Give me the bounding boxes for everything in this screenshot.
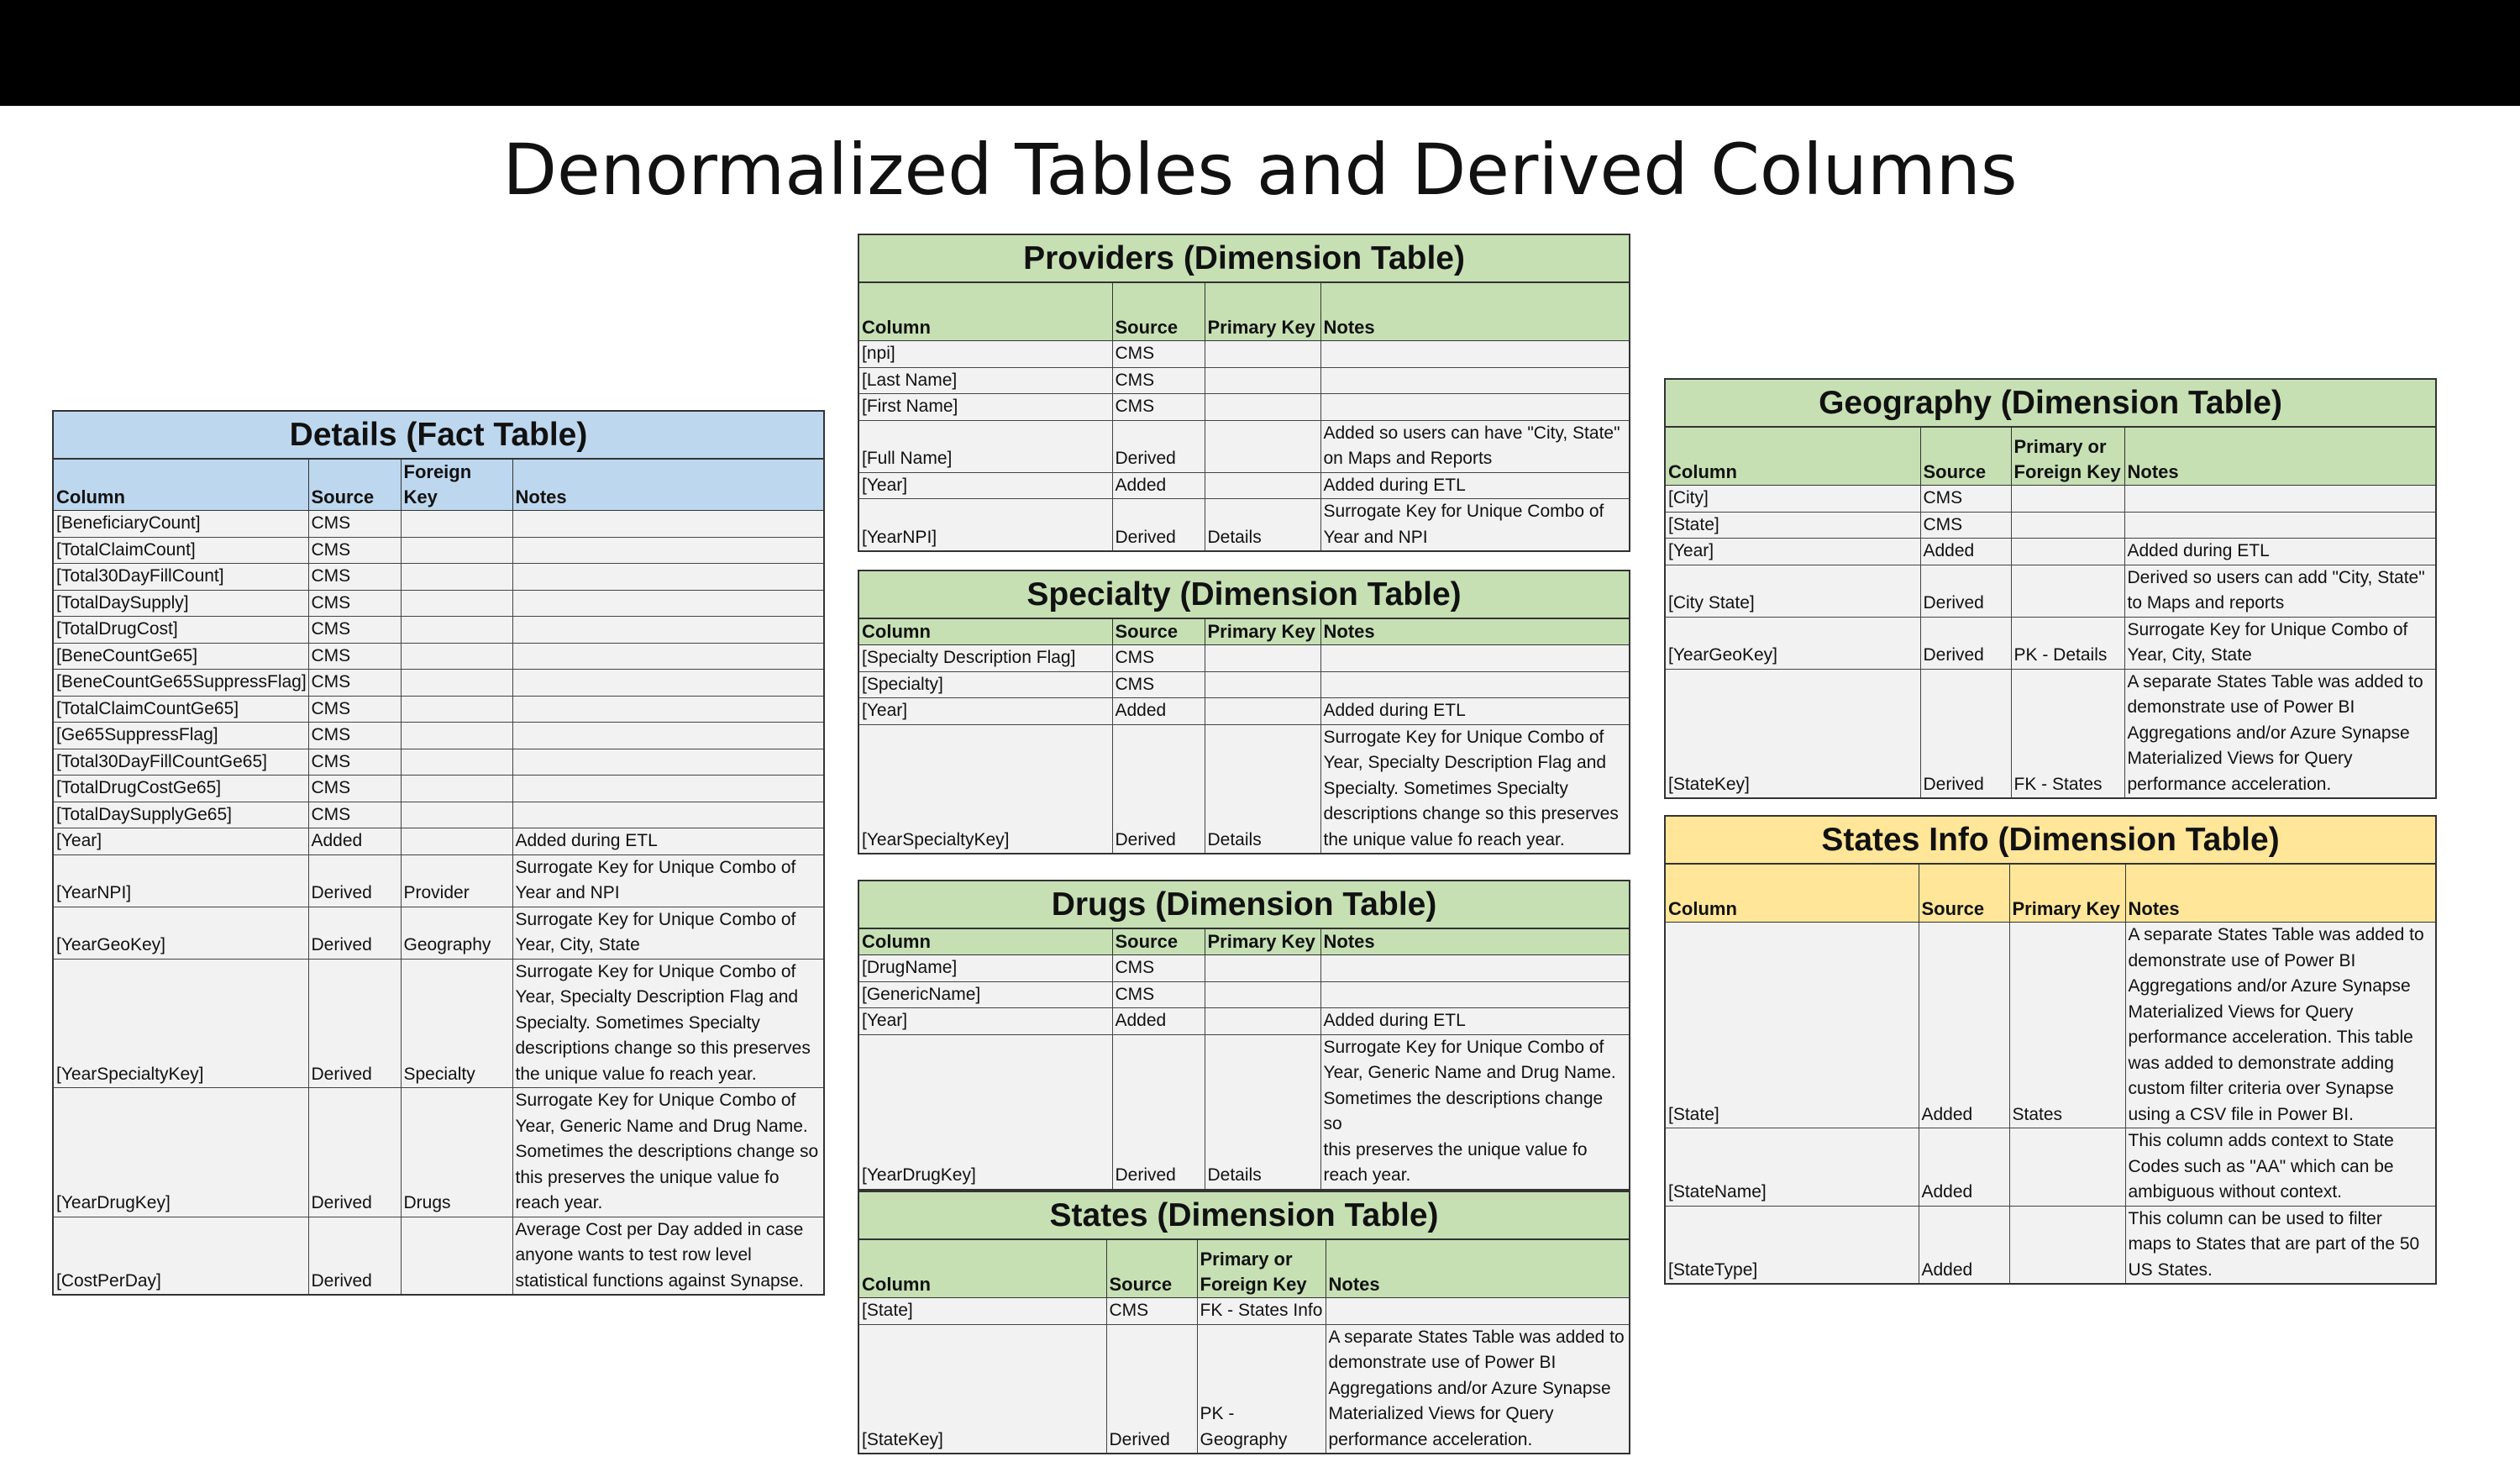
column-header: Column [858, 618, 1112, 645]
source-cell: CMS [308, 511, 401, 538]
key-cell [2009, 1128, 2125, 1207]
table-header-row [858, 282, 1630, 341]
column-header: Primary Key [1205, 282, 1320, 341]
table-row [1665, 923, 2436, 1128]
source-cell: Added [1919, 1206, 2009, 1284]
column-header: Source [1106, 1239, 1197, 1298]
table-row [53, 617, 824, 644]
table-row [858, 955, 1630, 982]
table-row [53, 1088, 824, 1217]
notes-cell [512, 696, 824, 723]
table-title: Providers (Dimension Table) [858, 234, 1630, 282]
source-cell: CMS [1112, 367, 1205, 394]
source-cell: Added [1920, 539, 2011, 565]
column-cell: [npi] [858, 341, 1112, 368]
key-cell: FK - States [2011, 669, 2124, 798]
column-header: Column [858, 928, 1112, 955]
details-fact-table [52, 410, 823, 1296]
column-header: Source [1112, 618, 1205, 645]
notes-cell [512, 670, 824, 697]
table-header-row [1665, 864, 2436, 923]
source-cell: Derived [1920, 617, 2011, 669]
column-header: Column [53, 459, 308, 511]
key-cell [1205, 472, 1320, 499]
key-cell: States [2009, 923, 2125, 1128]
table-row [858, 341, 1630, 368]
notes-cell: Surrogate Key for Unique Combo of Year, Specialty Description Flag and Specialty. Sometimes Specialty descriptions change so this preserves the unique value fo reach year. [1320, 724, 1630, 854]
table-row [858, 1034, 1630, 1190]
key-cell [1205, 1008, 1320, 1035]
slide-title: Denormalized Tables and Derived Columns [502, 129, 2018, 211]
source-cell: Added [1112, 698, 1205, 725]
column-cell: [StateKey] [858, 1324, 1106, 1454]
column-cell: [City State] [1665, 565, 1920, 617]
table-row [858, 1008, 1630, 1035]
key-cell: Geography [401, 907, 512, 959]
column-cell: [BeneficiaryCount] [53, 511, 308, 538]
key-cell [1205, 981, 1320, 1008]
column-cell: [City] [1665, 486, 1920, 513]
table-row [858, 981, 1630, 1008]
source-cell: CMS [308, 696, 401, 723]
table-row [53, 590, 824, 617]
column-header: Notes [2124, 427, 2436, 486]
notes-cell [512, 723, 824, 749]
table-row [53, 776, 824, 802]
states-dimension-table [858, 1191, 1629, 1454]
table-header-row [1665, 427, 2436, 486]
table-row [53, 723, 824, 749]
key-cell [401, 564, 512, 591]
column-cell: [StateName] [1665, 1128, 1919, 1207]
notes-cell: Added so users can have "City, State" on Maps and Reports [1320, 420, 1630, 472]
key-cell [401, 1217, 512, 1295]
column-header: Column [858, 282, 1112, 341]
providers-dimension-table [858, 234, 1629, 552]
column-cell: [StateKey] [1665, 669, 1920, 798]
key-cell [401, 723, 512, 749]
source-cell: CMS [308, 802, 401, 828]
column-header: Primary Key [2009, 864, 2125, 923]
table-header-row [858, 1239, 1630, 1298]
key-cell [401, 828, 512, 855]
column-cell: [Full Name] [858, 420, 1112, 472]
notes-cell: A separate States Table was added to demonstrate use of Power BI Aggregations and/or Azure Synapse Materialized Views for Query performance acceleration. [1326, 1324, 1630, 1454]
table-row [1665, 1128, 2436, 1207]
table-row [53, 670, 824, 697]
source-cell: CMS [1112, 341, 1205, 368]
column-cell: [State] [858, 1298, 1106, 1325]
column-cell: [Ge65SuppressFlag] [53, 723, 308, 749]
notes-cell [512, 802, 824, 828]
key-cell [1205, 645, 1320, 672]
source-cell: CMS [1112, 981, 1205, 1008]
notes-cell [512, 590, 824, 617]
table-row [53, 564, 824, 591]
notes-cell: Surrogate Key for Unique Combo of Year and NPI [1320, 499, 1630, 552]
column-cell: [Year] [858, 698, 1112, 725]
table-row [858, 645, 1630, 672]
column-header: Column [1665, 427, 1920, 486]
source-cell: Added [308, 828, 401, 855]
column-header: Source [308, 459, 401, 511]
column-cell: [YearDrugKey] [53, 1088, 308, 1217]
column-header: Notes [1326, 1239, 1630, 1298]
table-row [53, 696, 824, 723]
column-cell: [YearDrugKey] [858, 1034, 1112, 1190]
key-cell [401, 776, 512, 802]
table-title: Drugs (Dimension Table) [858, 881, 1630, 928]
key-cell: PK - Details [2011, 617, 2124, 669]
source-cell: Derived [1112, 420, 1205, 472]
key-cell [1205, 955, 1320, 982]
column-cell: [Year] [858, 1008, 1112, 1035]
table-header-row [858, 928, 1630, 955]
notes-cell: Added during ETL [1320, 472, 1630, 499]
source-cell: CMS [1112, 394, 1205, 421]
column-cell: [State] [1665, 512, 1920, 539]
column-cell: [First Name] [858, 394, 1112, 421]
key-cell [2011, 486, 2124, 513]
column-cell: [TotalClaimCountGe65] [53, 696, 308, 723]
source-cell: CMS [1920, 486, 2011, 513]
column-header: Column [858, 1239, 1106, 1298]
table-row [53, 643, 824, 670]
column-cell: [BeneCountGe65SuppressFlag] [53, 670, 308, 697]
key-cell [401, 802, 512, 828]
column-cell: [State] [1665, 923, 1919, 1128]
column-header: Source [1920, 427, 2011, 486]
notes-cell: Added during ETL [1320, 698, 1630, 725]
top-bar [0, 0, 2520, 106]
table-row [1665, 565, 2436, 617]
key-cell [2009, 1206, 2125, 1284]
source-cell: CMS [1112, 955, 1205, 982]
table-row [858, 1324, 1630, 1454]
column-header: Foreign Key [401, 459, 512, 511]
drugs-dimension-table [858, 880, 1629, 1191]
key-cell [401, 643, 512, 670]
source-cell: CMS [1106, 1298, 1197, 1325]
notes-cell [512, 537, 824, 564]
key-cell [1205, 341, 1320, 368]
source-cell: Derived [308, 907, 401, 959]
key-cell: Drugs [401, 1088, 512, 1217]
column-cell: [TotalClaimCount] [53, 537, 308, 564]
column-cell: [Specialty Description Flag] [858, 645, 1112, 672]
source-cell: CMS [308, 776, 401, 802]
notes-cell: This column adds context to State Codes such as "AA" which can be ambiguous without context. [2125, 1128, 2436, 1207]
source-cell: CMS [1920, 512, 2011, 539]
column-header: Source [1112, 282, 1205, 341]
column-cell: [YearGeoKey] [1665, 617, 1920, 669]
column-header: Primary or Foreign Key [2011, 427, 2124, 486]
column-header: Notes [1320, 282, 1630, 341]
table-row [1665, 669, 2436, 798]
table-row [53, 511, 824, 538]
column-header: Notes [1320, 928, 1630, 955]
column-cell: [YearGeoKey] [53, 907, 308, 959]
column-cell: [Total30DayFillCount] [53, 564, 308, 591]
key-cell: PK - Geography [1197, 1324, 1326, 1454]
source-cell: CMS [308, 617, 401, 644]
source-cell: CMS [308, 537, 401, 564]
column-cell: [TotalDrugCost] [53, 617, 308, 644]
column-cell: [YearSpecialtyKey] [53, 959, 308, 1088]
notes-cell: Surrogate Key for Unique Combo of Year, Generic Name and Drug Name. Sometimes the descriptions change so this preserves the unique value fo reach year. [512, 1088, 824, 1217]
column-cell: [YearSpecialtyKey] [858, 724, 1112, 854]
notes-cell: Added during ETL [1320, 1008, 1630, 1035]
column-cell: [BeneCountGe65] [53, 643, 308, 670]
source-cell: CMS [308, 643, 401, 670]
notes-cell [512, 617, 824, 644]
source-cell: Derived [1112, 1034, 1205, 1190]
table-row [53, 749, 824, 776]
source-cell: Derived [1106, 1324, 1197, 1454]
column-header: Notes [1320, 618, 1630, 645]
source-cell: CMS [308, 670, 401, 697]
key-cell [401, 511, 512, 538]
table-row [1665, 539, 2436, 565]
notes-cell [1326, 1298, 1630, 1325]
geography-dimension-table [1664, 378, 2435, 799]
source-cell: Added [1112, 472, 1205, 499]
table-title: States Info (Dimension Table) [1665, 816, 2436, 864]
source-cell: Derived [308, 1088, 401, 1217]
column-header: Primary Key [1205, 618, 1320, 645]
notes-cell [1320, 671, 1630, 698]
table-row [1665, 512, 2436, 539]
table-header-row [53, 459, 824, 511]
table-row [53, 854, 824, 907]
notes-cell [512, 776, 824, 802]
source-cell: Added [1919, 923, 2009, 1128]
table-row [858, 367, 1630, 394]
source-cell: Derived [1112, 499, 1205, 552]
key-cell [2011, 512, 2124, 539]
notes-cell [1320, 394, 1630, 421]
table-title: Geography (Dimension Table) [1665, 379, 2436, 427]
table-row [53, 959, 824, 1088]
key-cell [401, 670, 512, 697]
column-header: Primary or Foreign Key [1197, 1239, 1326, 1298]
table-row [53, 802, 824, 828]
table-row [53, 828, 824, 855]
column-cell: [Total30DayFillCountGe65] [53, 749, 308, 776]
source-cell: CMS [1112, 645, 1205, 672]
key-cell: Specialty [401, 959, 512, 1088]
source-cell: CMS [308, 749, 401, 776]
column-cell: [Year] [858, 472, 1112, 499]
table-row [858, 671, 1630, 698]
notes-cell: Surrogate Key for Unique Combo of Year, Specialty Description Flag and Specialty. Sometimes Specialty descriptions change so this preserves the unique value fo reach year. [512, 959, 824, 1088]
column-header: Notes [2125, 864, 2436, 923]
source-cell: CMS [308, 590, 401, 617]
column-header: Source [1919, 864, 2009, 923]
table-row [858, 1298, 1630, 1325]
notes-cell [512, 749, 824, 776]
table-header-row [858, 618, 1630, 645]
notes-cell [1320, 981, 1630, 1008]
table-row [858, 724, 1630, 854]
column-cell: [YearNPI] [53, 854, 308, 907]
source-cell: Derived [308, 959, 401, 1088]
notes-cell [1320, 341, 1630, 368]
column-header: Notes [512, 459, 824, 511]
table-row [858, 499, 1630, 552]
source-cell: Derived [308, 1217, 401, 1295]
column-cell: [Year] [1665, 539, 1920, 565]
table-title: Specialty (Dimension Table) [858, 570, 1630, 618]
states-info-dimension-table [1664, 815, 2435, 1285]
table-row [1665, 486, 2436, 513]
column-header: Source [1112, 928, 1205, 955]
source-cell: Derived [1920, 669, 2011, 798]
key-cell [1205, 420, 1320, 472]
key-cell [401, 590, 512, 617]
notes-cell [512, 643, 824, 670]
table-row [858, 472, 1630, 499]
key-cell: Details [1205, 724, 1320, 854]
key-cell [401, 696, 512, 723]
notes-cell [1320, 367, 1630, 394]
column-cell: [TotalDrugCostGe65] [53, 776, 308, 802]
notes-cell [1320, 955, 1630, 982]
key-cell [401, 617, 512, 644]
key-cell [1205, 698, 1320, 725]
column-cell: [YearNPI] [858, 499, 1112, 552]
key-cell: Details [1205, 499, 1320, 552]
key-cell [1205, 671, 1320, 698]
column-cell: [StateType] [1665, 1206, 1919, 1284]
column-cell: [Last Name] [858, 367, 1112, 394]
notes-cell [512, 511, 824, 538]
table-title: States (Dimension Table) [858, 1191, 1630, 1239]
table-row [858, 394, 1630, 421]
notes-cell [2124, 486, 2436, 513]
key-cell [401, 749, 512, 776]
source-cell: Added [1919, 1128, 2009, 1207]
column-cell: [GenericName] [858, 981, 1112, 1008]
key-cell: Provider [401, 854, 512, 907]
notes-cell: Derived so users can add "City, State" to Maps and reports [2124, 565, 2436, 617]
notes-cell [2124, 512, 2436, 539]
key-cell: Details [1205, 1034, 1320, 1190]
table-row [53, 1217, 824, 1295]
column-cell: [TotalDaySupplyGe65] [53, 802, 308, 828]
notes-cell [512, 564, 824, 591]
notes-cell: Added during ETL [2124, 539, 2436, 565]
column-cell: [DrugName] [858, 955, 1112, 982]
notes-cell: Added during ETL [512, 828, 824, 855]
notes-cell: Surrogate Key for Unique Combo of Year and NPI [512, 854, 824, 907]
table-title: Details (Fact Table) [53, 411, 824, 459]
key-cell [401, 537, 512, 564]
notes-cell: Surrogate Key for Unique Combo of Year, Generic Name and Drug Name. Sometimes the descriptions change so this preserves the unique value fo reach year. [1320, 1034, 1630, 1190]
source-cell: CMS [1112, 671, 1205, 698]
key-cell [1205, 394, 1320, 421]
key-cell: FK - States Info [1197, 1298, 1326, 1325]
source-cell: Derived [308, 854, 401, 907]
notes-cell: Average Cost per Day added in case anyone wants to test row level statistical functions against Synapse. [512, 1217, 824, 1295]
column-cell: [TotalDaySupply] [53, 590, 308, 617]
source-cell: CMS [308, 564, 401, 591]
source-cell: Added [1112, 1008, 1205, 1035]
column-cell: [Specialty] [858, 671, 1112, 698]
source-cell: CMS [308, 723, 401, 749]
notes-cell: Surrogate Key for Unique Combo of Year, City, State [2124, 617, 2436, 669]
specialty-dimension-table [858, 570, 1629, 854]
table-row [858, 698, 1630, 725]
notes-cell: This column can be used to filter maps to States that are part of the 50 US States. [2125, 1206, 2436, 1284]
notes-cell [1320, 645, 1630, 672]
column-cell: [CostPerDay] [53, 1217, 308, 1295]
source-cell: Derived [1112, 724, 1205, 854]
table-row [53, 537, 824, 564]
notes-cell: A separate States Table was added to demonstrate use of Power BI Aggregations and/or Azure Synapse Materialized Views for Query performance acceleration. This table was added to demonstrate adding custom filter criteria over Synapse using a CSV file in Power BI. [2125, 923, 2436, 1128]
column-cell: [Year] [53, 828, 308, 855]
table-row [1665, 1206, 2436, 1284]
key-cell [1205, 367, 1320, 394]
key-cell [2011, 565, 2124, 617]
table-row [858, 420, 1630, 472]
key-cell [2011, 539, 2124, 565]
source-cell: Derived [1920, 565, 2011, 617]
notes-cell: Surrogate Key for Unique Combo of Year, City, State [512, 907, 824, 959]
notes-cell: A separate States Table was added to demonstrate use of Power BI Aggregations and/or Azure Synapse Materialized Views for Query performance acceleration. [2124, 669, 2436, 798]
table-row [1665, 617, 2436, 669]
column-header: Primary Key [1205, 928, 1320, 955]
table-row [53, 907, 824, 959]
column-header: Column [1665, 864, 1919, 923]
